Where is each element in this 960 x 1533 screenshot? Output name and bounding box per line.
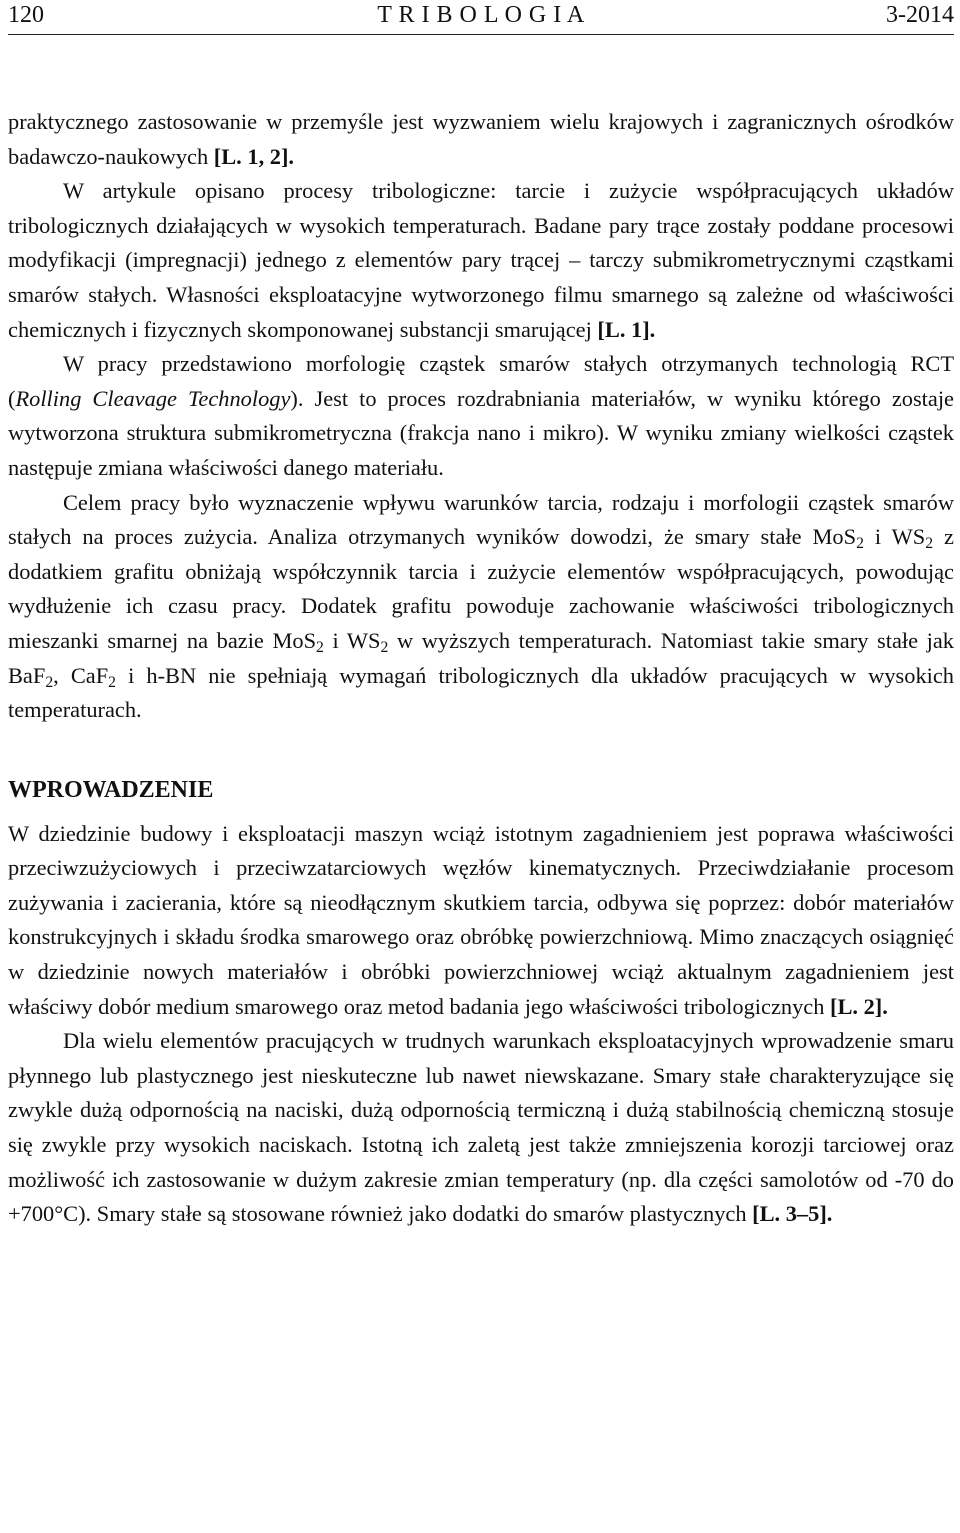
citation: [L. 2]. <box>830 993 888 1019</box>
text-run: i WS <box>323 627 381 653</box>
subscript: 2 <box>45 673 54 691</box>
subscript: 2 <box>925 535 934 553</box>
citation: [L. 3–5]. <box>752 1201 833 1227</box>
abstract <box>8 105 954 728</box>
text-run: Celem pracy było wyznaczenie wpływu warunków tarcia, rodzaju i morfologii cząstek smarów stałych na proces zużycia. Analiza otrzymanych wyników dowodzi, że smary stałe MoS <box>8 489 954 550</box>
text-run: W artykule opisano procesy tribologiczne: tarcie i zużycie współpracujących układów tribologicznych działających w wysokich temperaturach. Badane pary trące zostały poddane procesowi modyfikacji (impregnacji) jednego z elementów pary trącej – tarczy submikrometrycznymi cząstkami smarów stałych. Własności eksploatacyjne wytworzonego filmu smarnego są zależne od właściwości chemicznych i fizycznych skomponowanej substancji smarującej <box>8 178 954 342</box>
intro-paragraph <box>8 1024 954 1232</box>
subscript: 2 <box>856 535 864 553</box>
issue-number: 3-2014 <box>886 2 954 28</box>
intro-paragraph <box>8 817 954 1025</box>
subscript: 2 <box>108 673 116 691</box>
subscript: 2 <box>380 638 389 656</box>
emphasis: Rolling Cleavage Technology <box>15 385 291 411</box>
page-number: 120 <box>8 2 44 28</box>
abstract-paragraph <box>8 174 954 347</box>
text-run: i h-BN nie spełniają wymagań tribologicznych dla układów pracujących w wysokich temperaturach. <box>8 662 954 723</box>
journal-page <box>8 0 954 1232</box>
text-run: W dziedzinie budowy i eksploatacji maszyn wciąż istotnym zagadnieniem jest poprawa właściwości przeciwzużyciowych i przeciwzatarciowych węzłów kinematycznych. Przeciwdziałanie procesom zużywania i zacierania, które są nieodłącznym skutkiem tarcia, odbywa się poprzez: dobór materiałów konstrukcyjnych i składu środka smarowego oraz obróbkę powierzchniową. Mimo znaczących osiągnięć w dziedzinie nowych materiałów i obróbki powierzchniowej wciąż aktualnym zagadnieniem jest właściwy dobór medium smarowego oraz metod badania jego właściwości tribologicznych <box>8 820 954 1019</box>
text-run: W pracy przedstawiono morfologię cząstek smarów stałych otrzymanych technologią RCT ( <box>8 351 954 411</box>
running-header <box>8 0 954 35</box>
text-run: , CaF <box>53 662 109 688</box>
text-run: w wyższych temperaturach. Natomiast takie smary stałe jak BaF <box>8 627 955 688</box>
text-run: z dodatkiem grafitu obniżają współczynnik tarcia i zużycie elementów współpracujących, powodując wydłużenie ich czasu pracy. Dodatek grafitu powoduje zachowanie właściwości tribologicznych mieszanki smarnej na bazie MoS <box>8 524 954 653</box>
text-run: i WS <box>863 524 926 550</box>
journal-title: T R I B O L O G I A <box>377 2 585 28</box>
text-run: Dla wielu elementów pracujących w trudnych warunkach eksploatacyjnych wprowadzenie smaru płynnego lub plastycznego jest nieskuteczne lub nawet niewskazane. Smary stałe charakteryzujące się zwykle dużą odpornością na naciski, dużą odpornością termiczną i dużą stabilnością chemiczną stosuje się zwykle przy wysokich naciskach. Istotną ich zaletą jest także zmniejszenia korozji tarciowej oraz możliwość ich zastosowanie w dużym zakresie zmian temperatury (np. dla części samolotów od -70 do +700°C). Smary stałe są stosowane również jako dodatki do smarów plastycznych <box>8 1028 954 1227</box>
text-run: ). Jest to proces rozdrabniania materiałów, w wyniku którego zostaje wytworzona struktura submikrometryczna (frakcja nano i mikro). W wyniku zmiany wielkości cząstek następuje zmiana właściwości danego materiału. <box>8 385 954 480</box>
introduction-section <box>8 817 954 1232</box>
abstract-paragraph <box>8 347 954 485</box>
citation: [L. 1, 2]. <box>213 143 295 169</box>
citation: [L. 1]. <box>597 316 656 342</box>
abstract-paragraph <box>8 486 954 728</box>
text-run: praktycznego zastosowanie w przemyśle jest wyzwaniem wielu krajowych i zagranicznych ośrodków badawczo-naukowych <box>8 109 954 169</box>
section-heading: WPROWADZENIE <box>8 776 214 803</box>
subscript: 2 <box>316 638 324 656</box>
abstract-paragraph <box>8 105 954 174</box>
